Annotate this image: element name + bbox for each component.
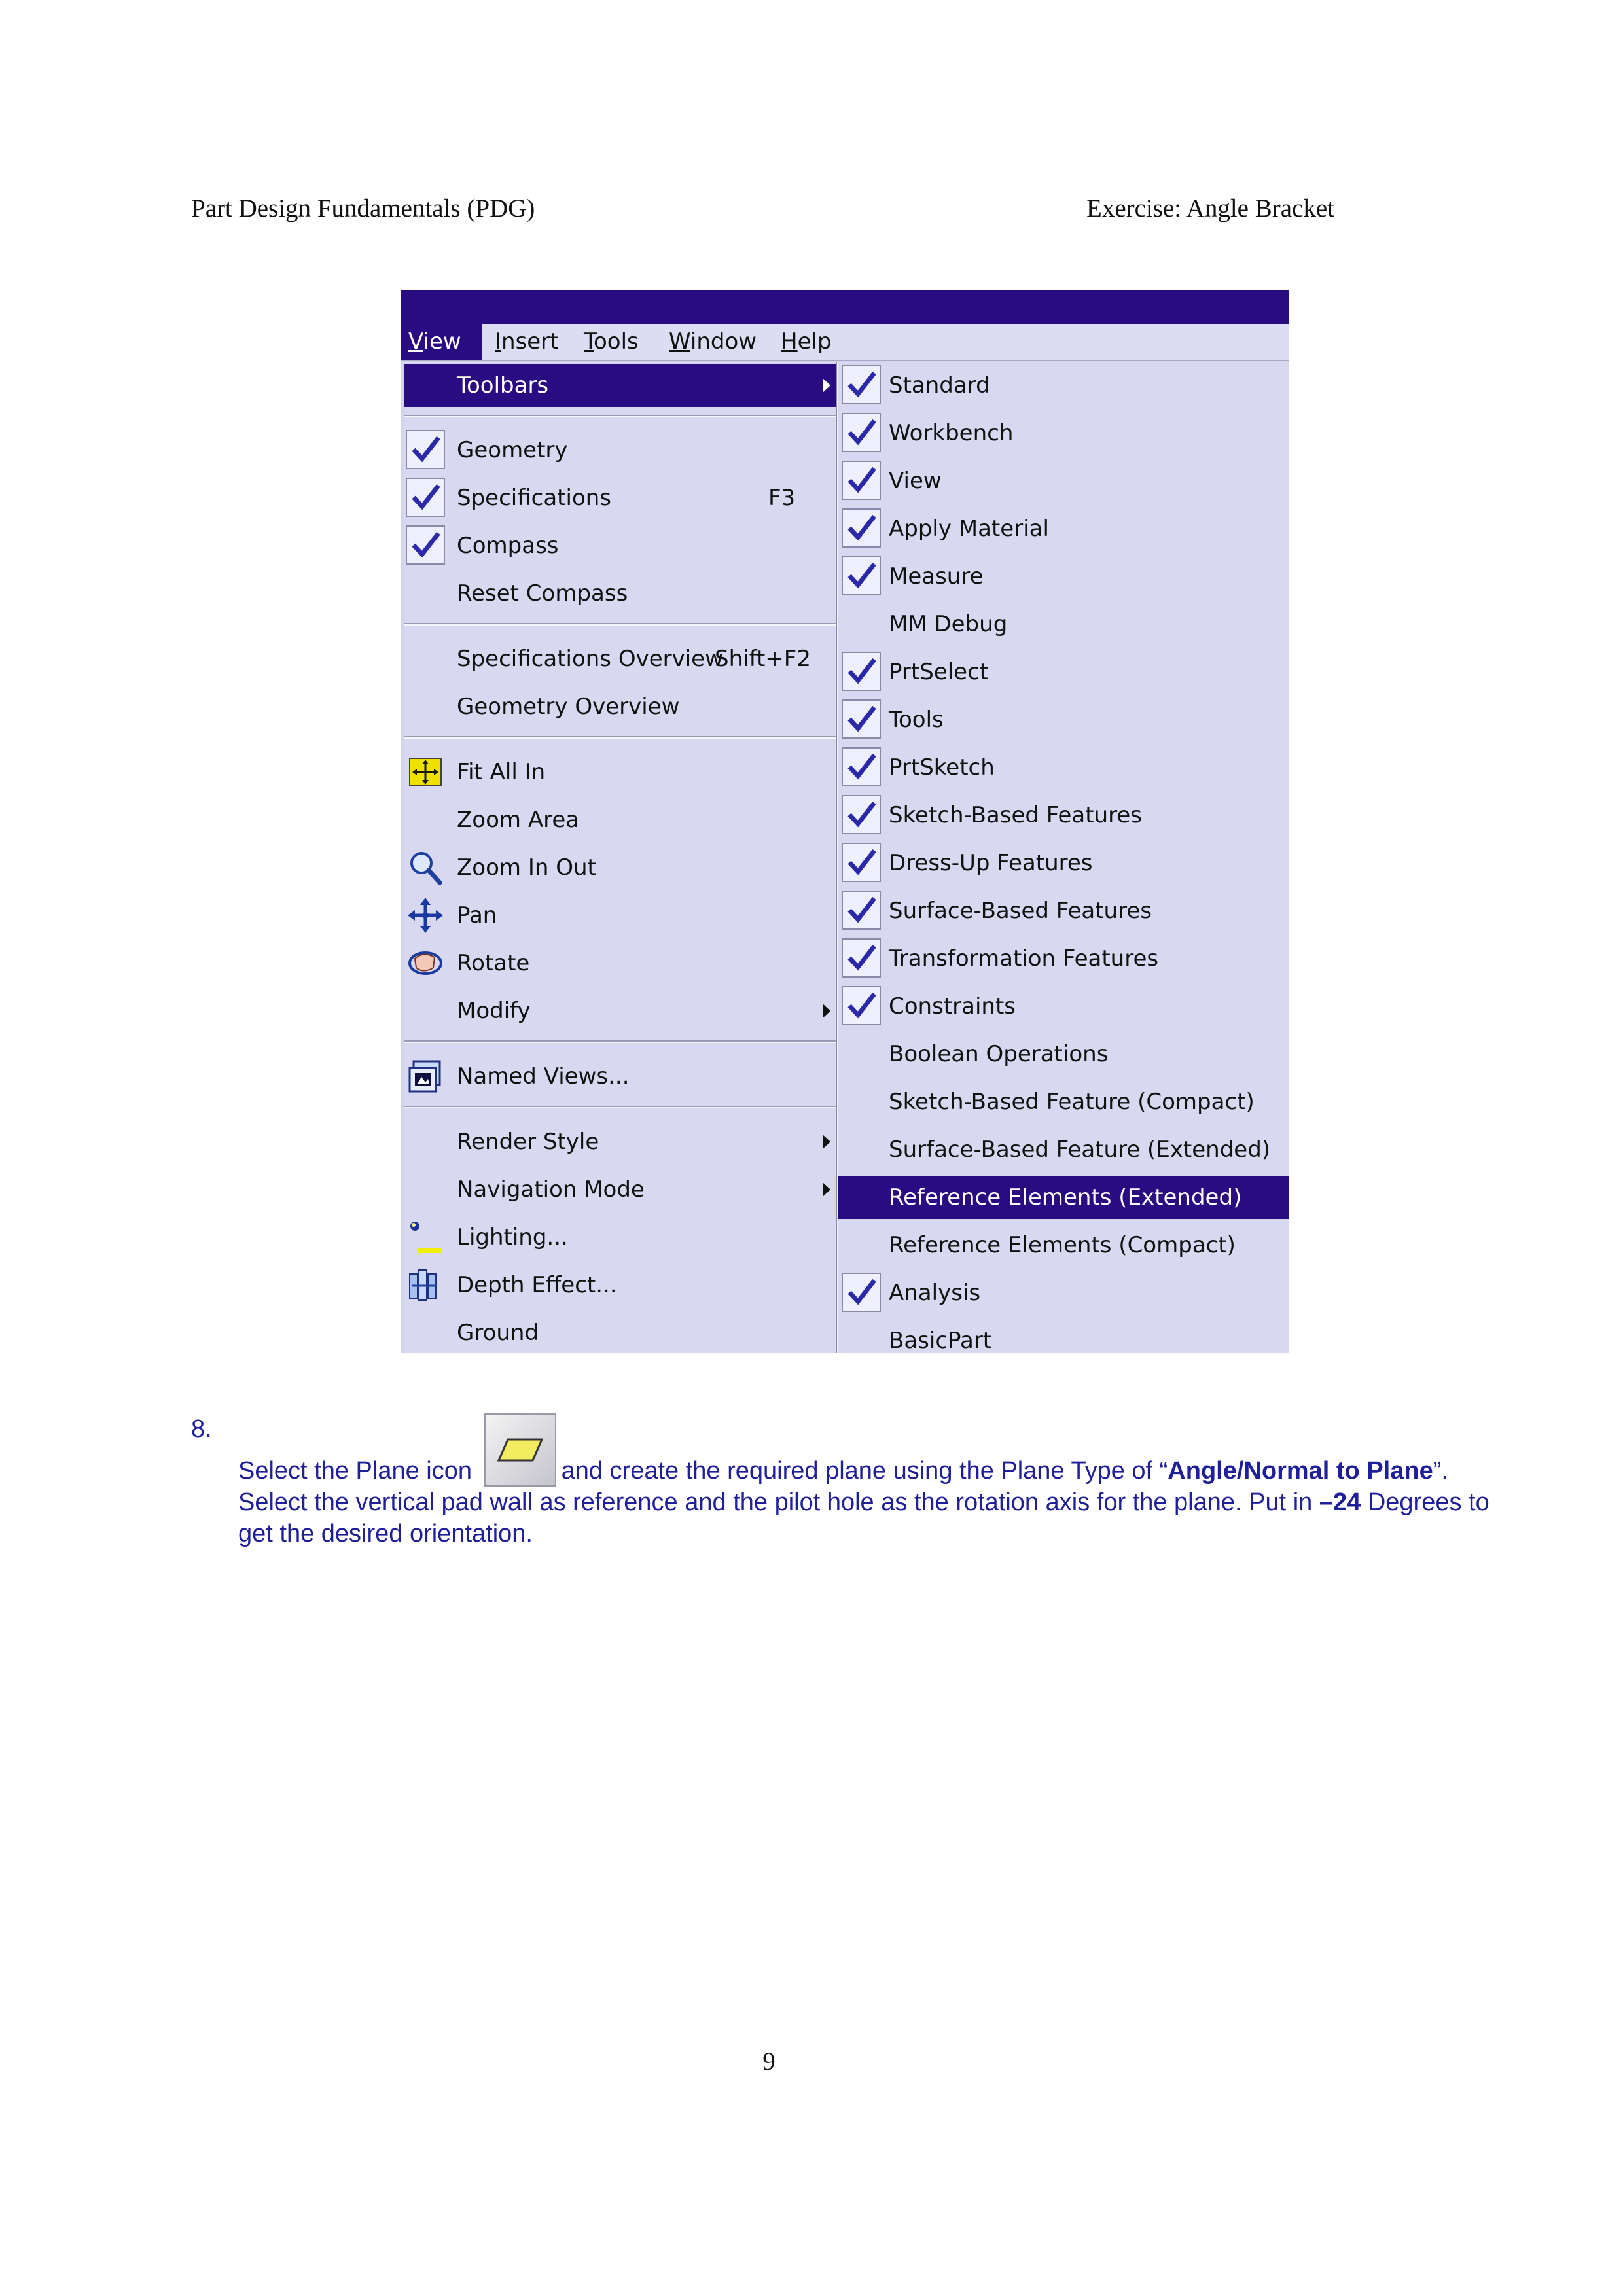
toolbar-item-label: Sketch-Based Features [889,802,1142,828]
checkmark-icon [842,1273,881,1312]
submenu-arrow-icon [823,378,830,393]
toolbar-item[interactable] [838,459,1289,503]
checkmark-icon [842,652,881,691]
toolbar-item-label: Reference Elements (Compact) [889,1232,1236,1258]
checkmark-icon [406,478,445,517]
checkmark-icon [842,795,881,834]
checkmark-icon [842,556,881,595]
toolbar-item-label: Measure [889,563,984,590]
toolbar-item-label: Surface-Based Features [889,898,1152,924]
submenu-arrow-icon [823,1182,830,1197]
toolbar-item-label: Transformation Features [889,945,1159,972]
toolbar-item-label: BasicPart [889,1328,992,1353]
submenu-arrow-icon [823,1135,830,1149]
menu-item-zoom-in-out[interactable]: Zoom In Out [404,846,836,889]
toolbar-item[interactable] [838,841,1289,885]
menu-item-compass[interactable]: Compass [404,524,836,567]
toolbar-item-label: Workbench [889,420,1014,446]
shortcut-f3: F3 [768,485,796,511]
toolbar-item[interactable] [838,889,1289,932]
menu-bar [401,324,1289,361]
separator [404,623,836,626]
separator [404,415,836,417]
toolbar-item-label: Standard [889,372,990,398]
toolbar-item[interactable] [838,937,1289,980]
toolbar-item[interactable] [838,1128,1289,1171]
toolbar-item[interactable] [838,794,1289,837]
toolbar-item-label: PrtSketch [889,754,995,781]
menu-window[interactable]: Window [669,328,757,355]
menu-item-rotate[interactable]: Rotate [404,942,836,985]
toolbar-item[interactable] [838,985,1289,1028]
menu-item-navigation-mode[interactable]: Navigation Mode [404,1168,836,1211]
checkmark-icon [842,986,881,1025]
title-bar [401,290,1289,324]
menu-item-fit-all-in[interactable]: Fit All In [404,751,836,794]
menu-item-ground[interactable]: Ground [457,1320,539,1346]
menu-item-named-views[interactable]: Named Views... [404,1055,836,1098]
magnifier-icon [406,849,445,887]
lighting-icon [406,1218,445,1256]
toolbar-item-label: Dress-Up Features [889,850,1093,876]
plane-icon [484,1413,556,1487]
toolbar-item[interactable] [838,507,1289,550]
checkmark-icon [842,843,881,882]
toolbar-item-label: View [889,468,942,494]
toolbar-item[interactable] [838,1319,1289,1353]
menu-item-modify[interactable]: Modify [404,989,836,1033]
separator [404,1040,836,1043]
toolbar-item[interactable] [838,1033,1289,1076]
toolbar-item[interactable] [838,412,1289,455]
menu-help[interactable]: Help [781,328,832,355]
menu-item-geometry[interactable]: Geometry [404,429,836,472]
separator [404,1106,836,1108]
fit-all-in-icon [406,753,445,791]
separator [404,736,836,739]
checkmark-icon [842,699,881,739]
checkmark-icon [842,508,881,548]
menu-item-specifications-overview[interactable]: Specifications Overview Shift+F2 [404,637,836,680]
header-left: Part Design Fundamentals (PDG) [191,194,535,222]
page-number: 9 [762,2047,776,2075]
menu-item-pan[interactable]: Pan [404,894,836,937]
menu-tools[interactable]: Tools [584,328,639,355]
menu-item-reset-compass[interactable]: Reset Compass [457,580,628,607]
checkmark-icon [842,461,881,500]
menu-insert[interactable]: Insert [495,328,559,355]
toolbars-submenu [837,362,1289,1353]
checkmark-icon [406,430,445,469]
depth-effect-icon [406,1266,445,1304]
toolbar-item[interactable] [838,1176,1289,1219]
menu-item-toolbars[interactable]: Toolbars [404,364,836,407]
pan-arrows-icon [406,896,445,934]
toolbar-item[interactable] [838,1080,1289,1123]
menu-item-depth-effect[interactable]: Depth Effect... [404,1263,836,1307]
toolbar-item-label: Apply Material [889,516,1049,542]
checkmark-icon [842,938,881,978]
toolbar-item-label: Boolean Operations [889,1041,1109,1067]
checkmark-icon [842,747,881,786]
menu-view[interactable]: View [401,324,482,360]
toolbar-item[interactable] [838,1271,1289,1315]
toolbar-item[interactable] [838,364,1289,407]
step-number: 8. [191,1415,212,1443]
submenu-arrow-icon [823,1004,830,1018]
checkmark-icon [406,525,445,565]
toolbar-item[interactable] [838,555,1289,598]
toolbar-item-label: Analysis [889,1280,981,1306]
toolbar-item[interactable] [838,746,1289,789]
header-right: Exercise: Angle Bracket [1086,194,1335,222]
view-menu [404,362,837,1353]
toolbar-item-label: Reference Elements (Extended) [889,1184,1242,1210]
rotate-hand-icon [406,944,445,982]
checkmark-icon [842,365,881,404]
toolbar-item-label: Sketch-Based Feature (Compact) [889,1089,1255,1115]
menu-screenshot [401,290,1289,1353]
menu-item-render-style[interactable]: Render Style [404,1120,836,1163]
shortcut-shift-f2: Shift+F2 [715,646,811,672]
toolbar-item[interactable] [838,698,1289,741]
toolbar-item-label: PrtSelect [889,659,989,685]
menu-item-geometry-overview[interactable]: Geometry Overview [457,694,680,720]
toolbar-item-label: Constraints [889,993,1016,1019]
toolbar-item-label: MM Debug [889,611,1008,637]
named-views-icon [406,1057,445,1095]
toolbar-item[interactable] [838,603,1289,646]
toolbar-item[interactable] [838,1224,1289,1267]
menu-item-specifications[interactable]: Specifications F3 [404,476,836,520]
checkmark-icon [842,891,881,930]
instruction-text: Select the Plane icon and create the required plane using the Plane Type of “Angle/Normal to Plane”. Select the vertical pad wall as reference and the pilot hole as the rotation axis for the plane. Put in –24 Degrees to get the desired orientation. [238,1413,1501,1549]
menu-item-zoom-area[interactable]: Zoom Area [457,807,580,833]
toolbar-item-label: Surface-Based Feature (Extended) [889,1137,1271,1163]
checkmark-icon [842,413,881,452]
toolbar-item-label: Tools [889,707,944,733]
toolbar-item[interactable] [838,650,1289,694]
menu-item-lighting[interactable]: Lighting... [404,1216,836,1259]
